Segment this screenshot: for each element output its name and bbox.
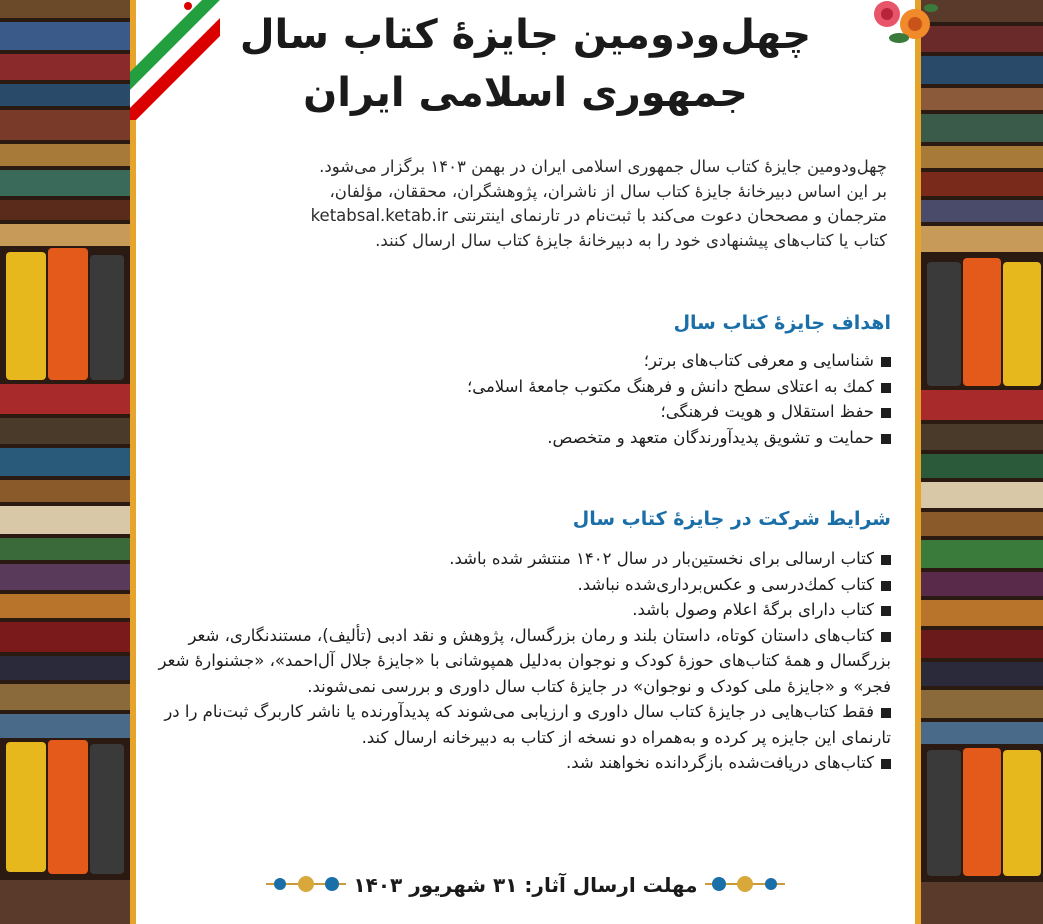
list-item: کتاب‌های دریافت‌شده بازگردانده نخواهند شد. [151,750,891,776]
content-panel [130,0,921,924]
ornament-right-icon [705,872,785,901]
square-bullet-icon [881,555,891,565]
intro-line: چهل‌ودومین جایزهٔ کتاب سال جمهوری اسلامی ایران در بهمن ۱۴۰۳ برگزار می‌شود. [319,157,887,176]
square-bullet-icon [881,708,891,718]
intro-line: مترجمان و مصححان دعوت می‌کند با ثبت‌نام در تارنمای اینترنتی ketabsal.ketab.ir [310,206,887,225]
list-item: کتاب دارای برگهٔ اعلام وصول باشد. [151,597,891,623]
conditions-list [151,546,891,776]
list-item: حمایت و تشویق پدیدآورندگان متعهد و متخصص. [151,425,891,451]
goals-list [151,348,891,450]
intro-paragraph [172,155,887,253]
square-bullet-icon [881,383,891,393]
square-bullet-icon [881,434,891,444]
page-title [130,6,921,122]
square-bullet-icon [881,357,891,367]
square-bullet-icon [881,581,891,591]
list-item: حفظ استقلال و هویت فرهنگی؛ [151,399,891,425]
intro-line: کتاب یا کتاب‌های پیشنهادی خود را به دبیرخانهٔ جایزهٔ کتاب سال ارسال کنند. [375,230,887,250]
right-bookshelf-decoration [921,0,1043,924]
deadline-text: مهلت ارسال آثار: ۳۱ شهریور ۱۴۰۳ [353,873,698,897]
list-item: فقط کتاب‌هایی در جایزهٔ کتاب سال داوری و ارزیابی می‌شوند که پدیدآورنده یا ناشر کاربرگ ثبت‌نام را در تارنمای این جایزه پر کرده و به‌همراه دو نسخه از کتاب به دبیرخانه ارسال کند. [164,702,891,747]
submission-deadline [130,872,921,901]
list-item: کمك به اعتلای سطح دانش و فرهنگ مکتوب جامعهٔ اسلامی؛ [151,374,891,400]
square-bullet-icon [881,632,891,642]
list-item: کتاب‌های داستان کوتاه، داستان بلند و رمان بزرگسال، پژوهش و نقد ادبی (تألیف)، مستندنگاری، شعر بزرگسال و همهٔ کتاب‌های حوزهٔ کودک و نوجوان به‌دلیل همپوشانی با «جایزهٔ جلال آل‌احمد»، «جشنوارهٔ شعر فجر» و «جایزهٔ ملی کودک و نوجوان» در جایزهٔ کتاب سال داوری و بررسی نمی‌شوند. [158,625,891,696]
list-item: کتاب کمك‌درسی و عکس‌برداری‌شده نباشد. [151,572,891,598]
square-bullet-icon [881,606,891,616]
goals-heading: اهداف جایزهٔ کتاب سال [673,312,891,334]
conditions-heading: شرایط شرکت در جایزهٔ کتاب سال [572,508,891,530]
title-line-1: چهل‌ودومین جایزهٔ کتاب سال [239,12,812,58]
title-line-2: جمهوری اسلامی ایران [303,70,748,116]
square-bullet-icon [881,759,891,769]
ornament-left-icon [266,872,346,901]
list-item: شناسایی و معرفی کتاب‌های برتر؛ [151,348,891,374]
square-bullet-icon [881,408,891,418]
left-bookshelf-decoration [0,0,130,924]
list-item: کتاب ارسالی برای نخستین‌بار در سال ۱۴۰۲ منتشر شده باشد. [151,546,891,572]
intro-line: بر این اساس دبیرخانهٔ جایزهٔ کتاب سال از ناشران، پژوهشگران، محققان، مؤلفان، [329,181,887,201]
